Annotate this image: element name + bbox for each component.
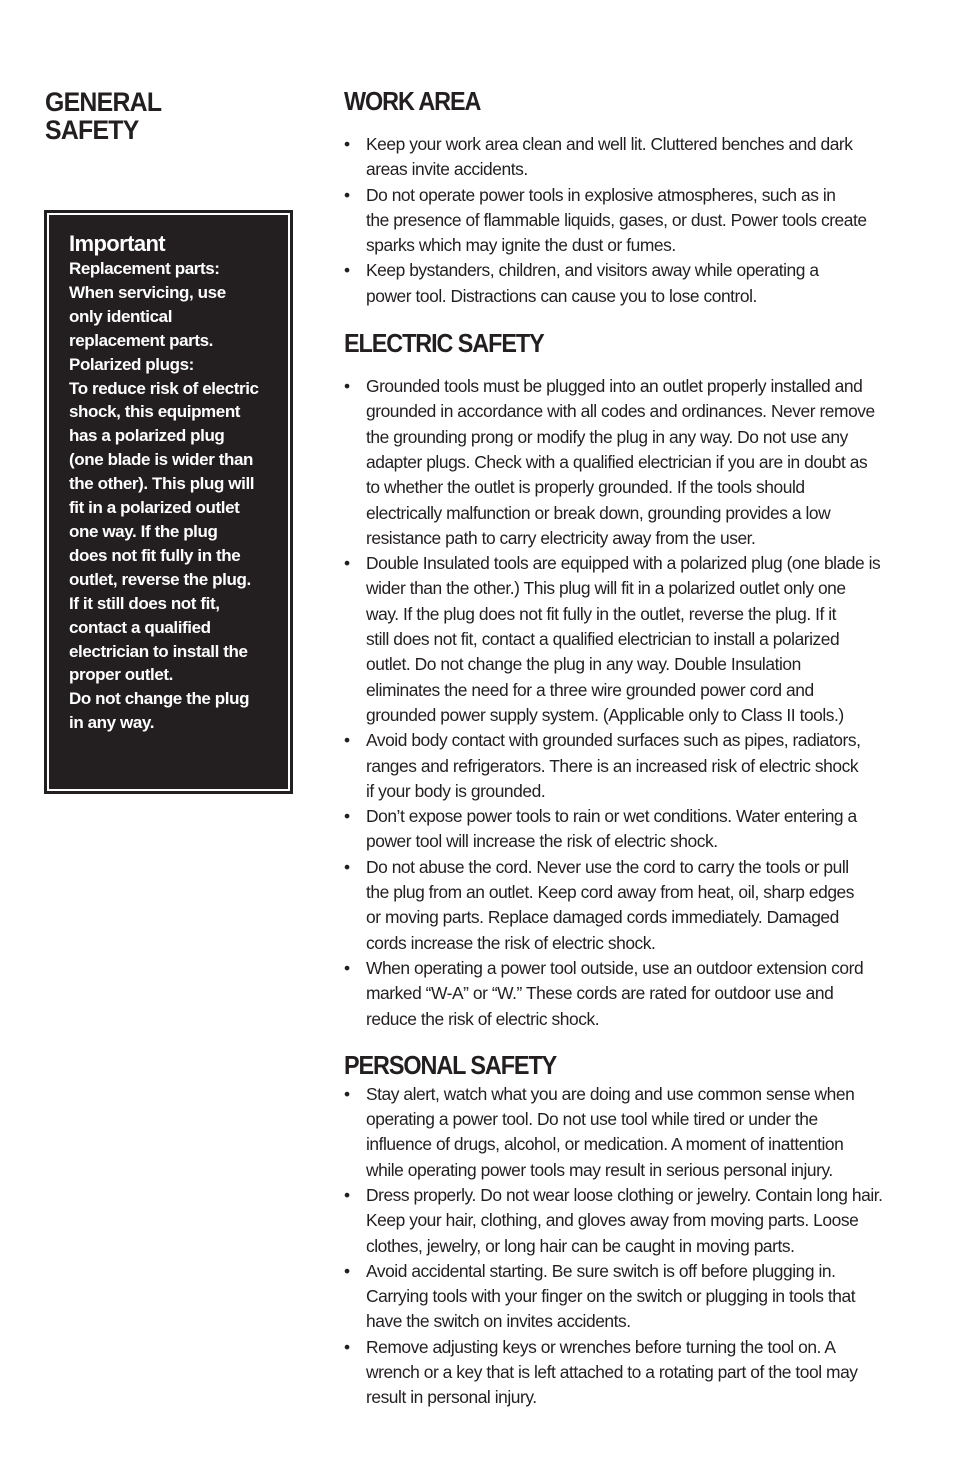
important-line: the other). This plug will bbox=[69, 474, 255, 494]
list-item-line: • Remove adjusting keys or wrenches before turning the tool on. A bbox=[366, 1336, 836, 1357]
important-line: contact a qualified bbox=[69, 617, 211, 637]
list-item-line: result in personal injury. bbox=[366, 1387, 537, 1408]
important-line: one way. If the plug bbox=[69, 521, 218, 541]
list-item-line: • Dress properly. Do not wear loose clothing or jewelry. Contain long hair. bbox=[366, 1184, 883, 1205]
list-item-line: or moving parts. Replace damaged cords immediately. Damaged bbox=[366, 907, 839, 928]
list-item-line: • Keep your work area clean and well lit. Cluttered benches and dark bbox=[366, 134, 853, 154]
list-item-line: the plug from an outlet. Keep cord away from heat, oil, sharp edges bbox=[366, 882, 855, 903]
list-item-line: • Avoid accidental starting. Be sure switch is off before plugging in. bbox=[366, 1260, 836, 1281]
list-item bbox=[344, 1183, 914, 1259]
list-item bbox=[344, 804, 914, 855]
list-item-line: to whether the outlet is properly grounded. If the tools should bbox=[366, 477, 805, 498]
important-body bbox=[69, 257, 280, 735]
list-item-line: adapter plugs. Check with a qualified electrician if you are in doubt as bbox=[366, 451, 868, 472]
list-item-line: • When operating a power tool outside, use an outdoor extension cord bbox=[366, 957, 864, 978]
list-item bbox=[344, 728, 914, 804]
list-item-line: marked “W-A” or “W.” These cords are rated for outdoor use and bbox=[366, 983, 834, 1004]
list-item-line: wider than the other.) This plug will fit in a polarized outlet only one bbox=[366, 578, 846, 599]
list-item bbox=[344, 1335, 914, 1411]
list-item-line: the presence of flammable liquids, gases, or dust. Power tools create bbox=[366, 209, 867, 230]
list-item-line: • Do not operate power tools in explosive atmospheres, such as in bbox=[366, 184, 836, 205]
list-item-line: • Avoid body contact with grounded surfaces such as pipes, radiators, bbox=[366, 730, 861, 751]
important-line: If it still does not fit, bbox=[69, 593, 220, 613]
list-item-line: the grounding prong or modify the plug in any way. Do not use any bbox=[366, 426, 848, 447]
list-item-line: • Double Insulated tools are equipped with a polarized plug (one blade is bbox=[366, 553, 881, 574]
right-column bbox=[344, 86, 914, 1411]
list-item-line: wrench or a key that is left attached to a rotating part of the tool may bbox=[366, 1362, 858, 1383]
list-item-line: Keep your hair, clothing, and gloves away from moving parts. Loose bbox=[366, 1210, 859, 1231]
list-item bbox=[344, 1259, 914, 1335]
important-line: electrician to install the bbox=[69, 641, 248, 661]
list-item bbox=[344, 258, 914, 309]
list-item-line: • Do not abuse the cord. Never use the cord to carry the tools or pull bbox=[366, 856, 849, 877]
page-title-line: GENERAL bbox=[45, 87, 162, 117]
important-line: shock, this equipment bbox=[69, 402, 241, 422]
list-item-line: still does not fit, contact a qualified electrician to install a polarized bbox=[366, 629, 840, 650]
important-line: To reduce risk of electric bbox=[69, 378, 259, 398]
list-item-line: areas invite accidents. bbox=[366, 159, 528, 180]
important-heading: Important bbox=[69, 231, 166, 256]
list-item-line: resistance path to carry electricity away from the user. bbox=[366, 527, 756, 548]
list-item-line: • Don’t expose power tools to rain or wet conditions. Water entering a bbox=[366, 806, 857, 827]
important-line: (one blade is wider than bbox=[69, 450, 254, 470]
important-line: fit in a polarized outlet bbox=[69, 498, 240, 518]
list-item-line: • Grounded tools must be plugged into an outlet properly installed and bbox=[366, 376, 863, 397]
important-line: has a polarized plug bbox=[69, 426, 225, 446]
list-item-line: grounded power supply system. (Applicable only to Class II tools.) bbox=[366, 704, 844, 725]
list-item-line: while operating power tools may result in serious personal injury. bbox=[366, 1159, 833, 1180]
list-item-line: have the switch on invites accidents. bbox=[366, 1311, 631, 1332]
important-line: replacement parts. bbox=[69, 330, 213, 350]
list-item-line: power tool. Distractions can cause you to lose control. bbox=[366, 285, 757, 306]
list-item-line: • Stay alert, watch what you are doing and use common sense when bbox=[366, 1083, 855, 1104]
important-line: does not fit fully in the bbox=[69, 545, 241, 565]
list-item bbox=[344, 1082, 914, 1183]
list-item bbox=[344, 956, 914, 1032]
important-line: Replacement parts: bbox=[69, 259, 220, 278]
list-item-line: • Keep bystanders, children, and visitors away while operating a bbox=[366, 260, 819, 281]
list-item bbox=[344, 132, 914, 183]
important-line: Do not change the plug bbox=[69, 689, 250, 709]
electric-safety-heading: ELECTRIC SAFETY bbox=[344, 328, 544, 359]
list-item-line: grounded in accordance with all codes and ordinances. Never remove bbox=[366, 401, 875, 422]
important-line: proper outlet. bbox=[69, 665, 173, 685]
list-item-line: electrically malfunction or break down, grounding provides a low bbox=[366, 502, 831, 523]
list-item-line: operating a power tool. Do not use tool while tired or under the bbox=[366, 1109, 818, 1130]
list-item-line: sparks which may ignite the dust or fumes. bbox=[366, 235, 676, 256]
list-item-line: outlet. Do not change the plug in any way. Double Insulation bbox=[366, 654, 801, 675]
important-notice-box bbox=[45, 211, 292, 793]
list-item-line: Carrying tools with your finger on the switch or plugging in tools that bbox=[366, 1286, 856, 1307]
electric-safety-list bbox=[344, 374, 914, 1032]
work-area-heading: WORK AREA bbox=[344, 86, 481, 116]
important-line: outlet, reverse the plug. bbox=[69, 569, 251, 589]
page-title bbox=[45, 88, 275, 144]
list-item bbox=[344, 551, 914, 728]
important-line: only identical bbox=[69, 306, 173, 326]
important-line: Polarized plugs: bbox=[69, 354, 194, 374]
list-item-line: ranges and refrigerators. There is an increased risk of electric shock bbox=[366, 755, 859, 776]
personal-safety-heading: PERSONAL SAFETY bbox=[344, 1049, 557, 1080]
list-item-line: power tool will increase the risk of electric shock. bbox=[366, 831, 718, 852]
list-item-line: influence of drugs, alcohol, or medication. A moment of inattention bbox=[366, 1134, 844, 1155]
left-column bbox=[45, 88, 295, 144]
list-item-line: cords increase the risk of electric shock. bbox=[366, 932, 656, 953]
list-item-line: way. If the plug does not fit fully in the outlet, reverse the plug. If it bbox=[366, 603, 837, 624]
page-title-line: SAFETY bbox=[45, 115, 139, 145]
important-line: When servicing, use bbox=[69, 282, 226, 302]
list-item-line: reduce the risk of electric shock. bbox=[366, 1008, 600, 1029]
list-item bbox=[344, 183, 914, 259]
list-item-line: clothes, jewelry, or long hair can be caught in moving parts. bbox=[366, 1235, 795, 1256]
list-item bbox=[344, 374, 914, 551]
list-item-line: eliminates the need for a three wire grounded power cord and bbox=[366, 679, 814, 700]
list-item-line: if your body is grounded. bbox=[366, 780, 546, 801]
important-line: in any way. bbox=[69, 713, 155, 733]
work-area-list bbox=[344, 132, 914, 309]
list-item bbox=[344, 855, 914, 956]
personal-safety-list bbox=[344, 1082, 914, 1411]
